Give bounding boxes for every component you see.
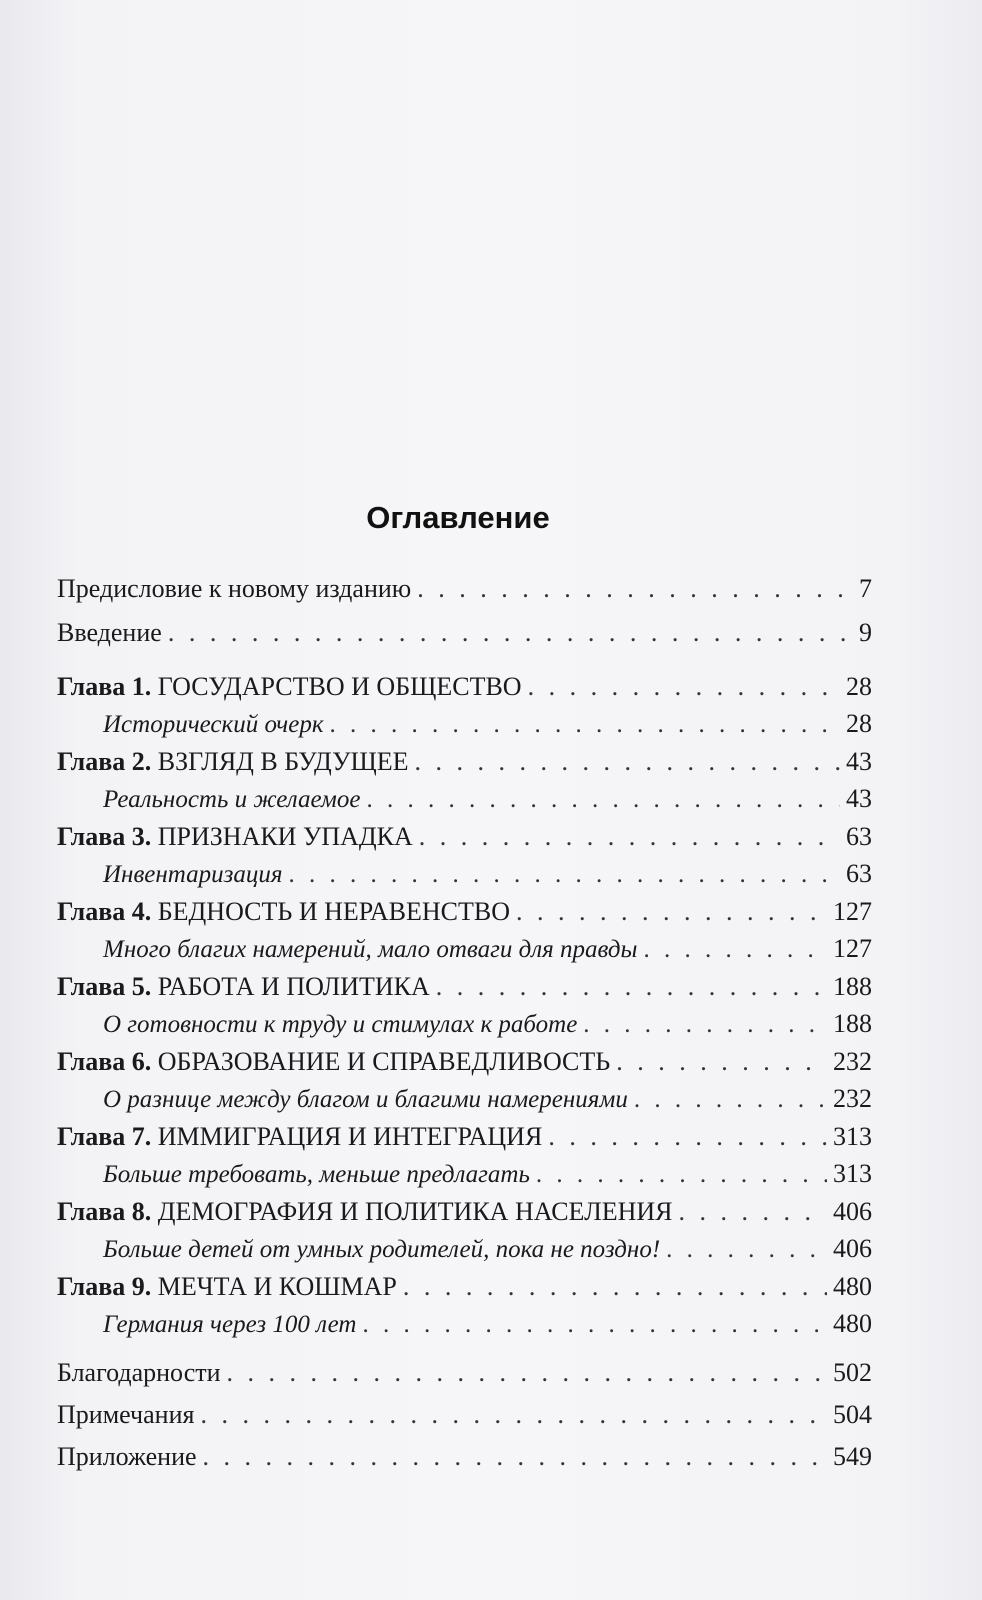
- chapter-subtitle: Инвентаризация: [103, 861, 283, 888]
- chapter-prefix: Глава 6.: [57, 1047, 152, 1076]
- chapter-title: ИММИГРАЦИЯ И ИНТЕГРАЦИЯ: [157, 1122, 543, 1151]
- dot-leader: [415, 745, 841, 779]
- entry-label: Примечания: [57, 1400, 195, 1429]
- chapter-prefix: Глава 4.: [57, 897, 152, 926]
- chapter-title: ДЕМОГРАФИЯ И ПОЛИТИКА НАСЕЛЕНИЯ: [157, 1197, 673, 1226]
- toc-subtitle-2: [103, 782, 872, 816]
- chapter-prefix: Глава 3.: [57, 822, 152, 851]
- toc-entry-preface: [57, 572, 872, 606]
- toc-chapter-8: [57, 1195, 872, 1229]
- toc-chapter-4: [57, 895, 872, 929]
- toc-subtitle-5: [103, 1007, 872, 1041]
- chapter-page: 313: [833, 1122, 872, 1151]
- chapter-prefix: Глава 9.: [57, 1272, 152, 1301]
- chapter-page: 127: [833, 897, 872, 926]
- chapter-title: ГОСУДАРСТВО И ОБЩЕСТВО: [157, 672, 522, 701]
- chapter-title: БЕДНОСТЬ И НЕРАВЕНСТВО: [157, 897, 511, 926]
- toc-chapter-6: [57, 1045, 872, 1079]
- toc-chapter-9: [57, 1270, 872, 1304]
- chapter-subtitle: Реальность и желаемое: [103, 786, 361, 813]
- chapter-page: 63: [846, 822, 872, 851]
- toc-subtitle-8: [103, 1232, 872, 1266]
- dot-leader: [516, 895, 827, 929]
- subtitle-page: 313: [833, 1159, 872, 1188]
- dot-leader: [227, 1356, 827, 1390]
- subtitle-page: 480: [833, 1309, 872, 1338]
- entry-page: 9: [859, 618, 872, 647]
- chapter-subtitle: О готовности к труду и стимулах к работе: [103, 1011, 578, 1038]
- toc-subtitle-3: [103, 857, 872, 891]
- entry-label: Приложение: [57, 1442, 197, 1471]
- chapter-page: 43: [846, 747, 872, 776]
- chapter-page: 406: [833, 1197, 872, 1226]
- entry-page: 7: [859, 574, 872, 603]
- dot-leader: [330, 708, 840, 742]
- dot-leader: [583, 1008, 827, 1042]
- toc-entry-appendix: [57, 1440, 872, 1474]
- dot-leader: [419, 820, 840, 854]
- chapter-label: [57, 670, 522, 704]
- chapter-title: МЕЧТА И КОШМАР: [157, 1272, 397, 1301]
- toc-chapter-1: [57, 670, 872, 704]
- toc-chapter-7: [57, 1120, 872, 1154]
- chapter-label: [57, 1270, 397, 1304]
- dot-leader: [168, 616, 853, 650]
- toc-subtitle-7: [103, 1157, 872, 1191]
- dot-leader: [200, 1398, 827, 1432]
- toc-chapter-3: [57, 820, 872, 854]
- entry-label: Предисловие к новому изданию: [57, 574, 412, 603]
- subtitle-page: 28: [846, 709, 872, 738]
- chapter-subtitle: Много благих намерений, мало отваги для правды: [103, 936, 638, 963]
- dot-leader: [679, 1195, 828, 1229]
- chapter-label: [57, 1045, 610, 1079]
- dot-leader: [289, 858, 840, 892]
- toc-entry-introduction: [57, 616, 872, 650]
- toc-subtitle-9: [103, 1307, 872, 1341]
- dot-leader: [403, 1270, 827, 1304]
- subtitle-page: 188: [833, 1009, 872, 1038]
- toc-subtitle-1: [103, 707, 872, 741]
- chapter-label: [57, 745, 409, 779]
- subtitle-page: 43: [846, 784, 872, 813]
- subtitle-page: 232: [833, 1084, 872, 1113]
- chapter-subtitle: Исторический очерк: [103, 711, 324, 738]
- entry-label: Благодарности: [57, 1358, 221, 1387]
- chapter-label: [57, 1120, 542, 1154]
- subtitle-page: 63: [846, 859, 872, 888]
- chapter-subtitle: Германия через 100 лет: [103, 1311, 357, 1338]
- chapter-subtitle: Больше детей от умных родителей, пока не поздно!: [103, 1236, 661, 1263]
- dot-leader: [362, 1308, 827, 1342]
- chapter-prefix: Глава 7.: [57, 1122, 152, 1151]
- chapter-label: [57, 895, 510, 929]
- entry-page: 549: [833, 1442, 872, 1471]
- chapter-label: [57, 820, 413, 854]
- chapter-prefix: Глава 1.: [57, 672, 152, 701]
- dot-leader: [643, 933, 827, 967]
- dot-leader: [436, 970, 827, 1004]
- chapter-page: 232: [833, 1047, 872, 1076]
- toc-chapter-5: [57, 970, 872, 1004]
- dot-leader: [366, 783, 840, 817]
- toc-chapter-2: [57, 745, 872, 779]
- chapter-page: 28: [846, 672, 872, 701]
- subtitle-page: 127: [833, 934, 872, 963]
- toc-subtitle-6: [103, 1082, 872, 1116]
- chapter-page: 480: [833, 1272, 872, 1301]
- toc-entry-acknowledgements: [57, 1356, 872, 1390]
- dot-leader: [203, 1440, 827, 1474]
- chapter-title: РАБОТА И ПОЛИТИКА: [157, 972, 430, 1001]
- chapter-subtitle: Больше требовать, меньше предлагать: [103, 1161, 530, 1188]
- chapter-label: [57, 1195, 673, 1229]
- chapter-subtitle: О разнице между благом и благими намерениями: [103, 1086, 628, 1113]
- dot-leader: [666, 1233, 827, 1267]
- chapter-prefix: Глава 8.: [57, 1197, 152, 1226]
- toc-subtitle-4: [103, 932, 872, 966]
- entry-page: 502: [833, 1358, 872, 1387]
- entry-label: Введение: [57, 618, 162, 647]
- dot-leader: [616, 1045, 827, 1079]
- toc-title: Оглавление: [366, 500, 550, 535]
- dot-leader: [634, 1083, 827, 1117]
- dot-leader: [548, 1120, 827, 1154]
- toc-entry-notes: [57, 1398, 872, 1432]
- chapter-label: [57, 970, 430, 1004]
- chapter-prefix: Глава 2.: [57, 747, 152, 776]
- dot-leader: [417, 572, 853, 606]
- chapter-page: 188: [833, 972, 872, 1001]
- chapter-title: ВЗГЛЯД В БУДУЩЕЕ: [157, 747, 409, 776]
- subtitle-page: 406: [833, 1234, 872, 1263]
- chapter-prefix: Глава 5.: [57, 972, 152, 1001]
- dot-leader: [528, 670, 840, 704]
- chapter-title: ПРИЗНАКИ УПАДКА: [157, 822, 413, 851]
- entry-page: 504: [833, 1400, 872, 1429]
- dot-leader: [536, 1158, 827, 1192]
- chapter-title: ОБРАЗОВАНИЕ И СПРАВЕДЛИВОСТЬ: [157, 1047, 611, 1076]
